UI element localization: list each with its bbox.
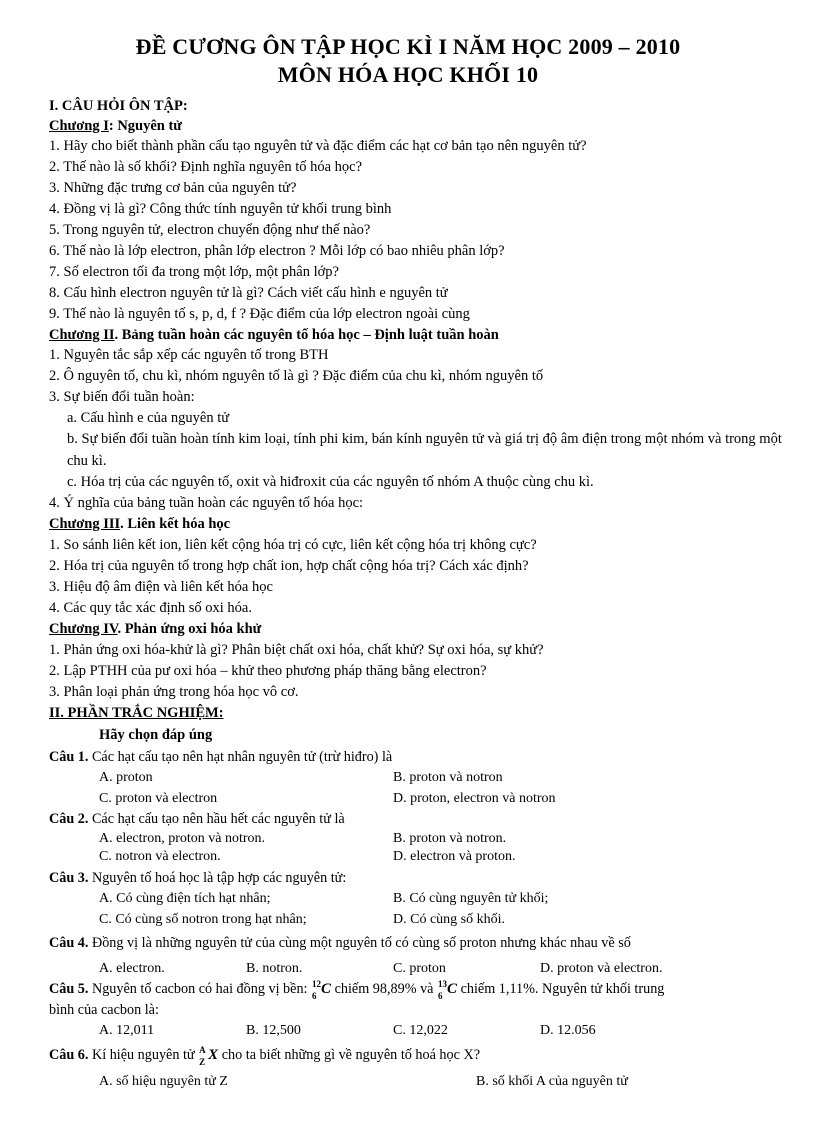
chapter-1-item: 3. Những đặc trưng cơ bản của nguyên tử? <box>49 180 297 196</box>
question-label: Câu 1. <box>49 749 89 765</box>
isotope-symbol: C <box>321 981 332 997</box>
question-label: Câu 3. <box>49 870 89 886</box>
option-c: C. Có cùng số notron trong hạt nhân; <box>99 912 307 927</box>
document-title: ĐỀ CƯƠNG ÔN TẬP HỌC KÌ I NĂM HỌC 2009 – 2010 <box>135 34 681 59</box>
chapter-1-item: 5. Trong nguyên tử, electron chuyển động như thế nào? <box>49 222 371 238</box>
chapter-1-item: 7. Số electron tối đa trong một lớp, một phân lớp? <box>49 264 339 280</box>
chapter-2-title: . Bảng tuần hoàn các nguyên tố hóa học – Định luật tuần hoàn <box>114 327 499 343</box>
option-b: B. 12,500 <box>246 1023 301 1038</box>
chapter-4-item: 2. Lập PTHH của pư oxi hóa – khử theo phương pháp thăng bằng electron? <box>49 663 487 679</box>
option-a: A. Có cùng điện tích hạt nhân; <box>99 891 271 906</box>
question-6 <box>49 1045 481 1067</box>
chapter-2-item: 1. Nguyên tắc sắp xếp các nguyên tố trong BTH <box>49 347 329 363</box>
option-b: B. số khối A của nguyên tử <box>476 1074 628 1089</box>
chapter-1-item: 9. Thế nào là nguyên tố s, p, d, f ? Đặc điểm của lớp electron ngoài cùng <box>49 306 470 322</box>
isotope-mass: 13 <box>438 979 448 989</box>
chapter-3-item: 3. Hiệu độ âm điện và liên kết hóa học <box>49 579 273 595</box>
chapter-3-item: 4. Các quy tắc xác định số oxi hóa. <box>49 600 252 616</box>
part1-heading: I. CÂU HỎI ÔN TẬP: <box>49 98 188 114</box>
option-d: D. Có cùng số khối. <box>393 912 505 927</box>
option-b: B. proton và notron <box>393 770 503 785</box>
question-1 <box>49 748 392 766</box>
chapter-1-item: 2. Thế nào là số khối? Định nghĩa nguyên tố hóa học? <box>49 159 363 175</box>
chapter-3-item: 2. Hóa trị của nguyên tố trong hợp chất ion, hợp chất cộng hóa trị? Cách xác định? <box>49 558 529 574</box>
option-d: D. proton và electron. <box>540 961 663 976</box>
question-2 <box>49 810 345 828</box>
chapter-1-item: 6. Thế nào là lớp electron, phân lớp electron ? Mỗi lớp có bao nhiêu phân lớp? <box>49 243 505 259</box>
chapter-1-item: 1. Hãy cho biết thành phần cấu tạo nguyên tử và đặc điểm các hạt cơ bản tạo nên nguyên tử? <box>49 138 587 154</box>
chapter-1-title: : Nguyên tử <box>108 118 183 134</box>
chapter-4-item: 3. Phân loại phản ứng trong hóa học vô cơ. <box>49 684 299 700</box>
question-5 <box>49 979 665 1001</box>
isotope-symbol: C <box>447 981 458 997</box>
chapter-3-item: 1. So sánh liên kết ion, liên kết cộng hóa trị có cực, liên kết cộng hóa trị không cực? <box>49 537 537 553</box>
isotope-number: 6 <box>438 991 443 1001</box>
isotope-number: 6 <box>312 991 317 1001</box>
option-a: A. electron. <box>99 961 165 976</box>
question-4 <box>49 934 631 952</box>
chapter-2-item: 4. Ý nghĩa của bảng tuần hoàn các nguyên tố hóa học: <box>49 495 364 511</box>
chapter-4-item: 1. Phản ứng oxi hóa-khử là gì? Phân biệt chất oxi hóa, chất khử? Sự oxi hóa, sự khử? <box>49 642 544 658</box>
part2-instruction: Hãy chọn đáp úng <box>99 727 213 743</box>
question-label: Câu 6. <box>49 1047 89 1063</box>
option-c: C. 12,022 <box>393 1023 448 1038</box>
chapter-1-label: Chương I <box>49 118 109 134</box>
isotope-number: Z <box>199 1057 206 1067</box>
question-label: Câu 4. <box>49 935 89 951</box>
chapter-4-title: . Phản ứng oxi hóa khử <box>117 621 262 637</box>
question-text: chiếm 98,89% và <box>334 981 434 997</box>
isotope-c13 <box>437 979 458 1001</box>
question-5-continued: bình của cacbon là: <box>49 1002 159 1018</box>
chapter-2-heading <box>49 326 499 344</box>
option-c: C. notron và electron. <box>99 849 221 864</box>
question-text: Nguyên tố cacbon có hai đồng vị bền: <box>91 981 308 997</box>
chapter-2-subitem: c. Hóa trị của các nguyên tố, oxit và hiđroxit của các nguyên tố nhóm A thuộc cùng chu kì. <box>67 474 594 490</box>
question-text: Kí hiệu nguyên tử <box>91 1047 195 1063</box>
question-label: Câu 5. <box>49 981 89 997</box>
option-b: B. notron. <box>246 961 303 976</box>
option-d: D. proton, electron và notron <box>393 791 556 806</box>
isotope-mass: A <box>199 1045 206 1055</box>
option-a: A. electron, proton và notron. <box>99 831 266 846</box>
question-text: Đồng vị là những nguyên tử của cùng một nguyên tố có cùng số proton nhưng khác nhau về số <box>91 935 631 951</box>
question-label: Câu 2. <box>49 811 89 827</box>
chapter-3-label: Chương III <box>49 516 121 532</box>
option-d: D. 12.056 <box>540 1023 596 1038</box>
option-a: A. 12,011 <box>99 1023 155 1038</box>
option-a: A. proton <box>99 770 153 785</box>
isotope-symbol: X <box>208 1047 219 1063</box>
chapter-2-subitem: b. Sự biến đổi tuần hoàn tính kim loại, tính phi kim, bán kính nguyên tử và giá trị độ âm điện trong một nhóm và trong một chu kì. <box>67 431 782 469</box>
question-text: Các hạt cấu tạo nên hạt nhân nguyên tử (trừ hiđro) là <box>91 749 393 765</box>
chapter-1-item: 8. Cấu hình electron nguyên tử là gì? Cách viết cấu hình e nguyên tử <box>49 285 448 301</box>
chapter-3-title: . Liên kết hóa học <box>120 516 231 532</box>
chapter-2-subitem: a. Cấu hình e của nguyên tử <box>67 410 230 426</box>
option-b: B. Có cùng nguyên tử khối; <box>393 891 549 906</box>
option-c: C. proton và electron <box>99 791 218 806</box>
question-text: chiếm 1,11%. Nguyên tử khối trung <box>460 981 665 997</box>
chapter-2-item: 3. Sự biến đổi tuần hoàn: <box>49 389 195 405</box>
document-subtitle: MÔN HÓA HỌC KHỐI 10 <box>277 62 539 87</box>
option-c: C. proton <box>393 961 446 976</box>
option-a: A. số hiệu nguyên tử Z <box>99 1074 228 1089</box>
chapter-2-item: 2. Ô nguyên tố, chu kì, nhóm nguyên tố là gì ? Đặc điểm của chu kì, nhóm nguyên tố <box>49 368 544 384</box>
question-3 <box>49 869 346 887</box>
question-text: Nguyên tố hoá học là tập hợp các nguyên tử: <box>91 870 347 886</box>
isotope-mass: 12 <box>312 979 322 989</box>
option-d: D. electron và proton. <box>393 849 516 864</box>
part2-heading: II. PHẦN TRẮC NGHIỆM: <box>49 705 224 721</box>
option-b: B. proton và notron. <box>393 831 507 846</box>
isotope-c12 <box>311 979 332 1001</box>
chapter-4-label: Chương IV <box>49 621 118 637</box>
chapter-3-heading <box>49 515 230 533</box>
chapter-4-heading <box>49 620 261 638</box>
chapter-2-label: Chương II <box>49 327 115 343</box>
chapter-1-item: 4. Đồng vị là gì? Công thức tính nguyên tử khối trung bình <box>49 201 392 217</box>
isotope-notation <box>198 1045 219 1067</box>
question-text: cho ta biết những gì về nguyên tố hoá học X? <box>221 1047 481 1063</box>
chapter-1-heading <box>49 117 182 135</box>
question-text: Các hạt cấu tạo nên hầu hết các nguyên tử là <box>91 811 345 827</box>
